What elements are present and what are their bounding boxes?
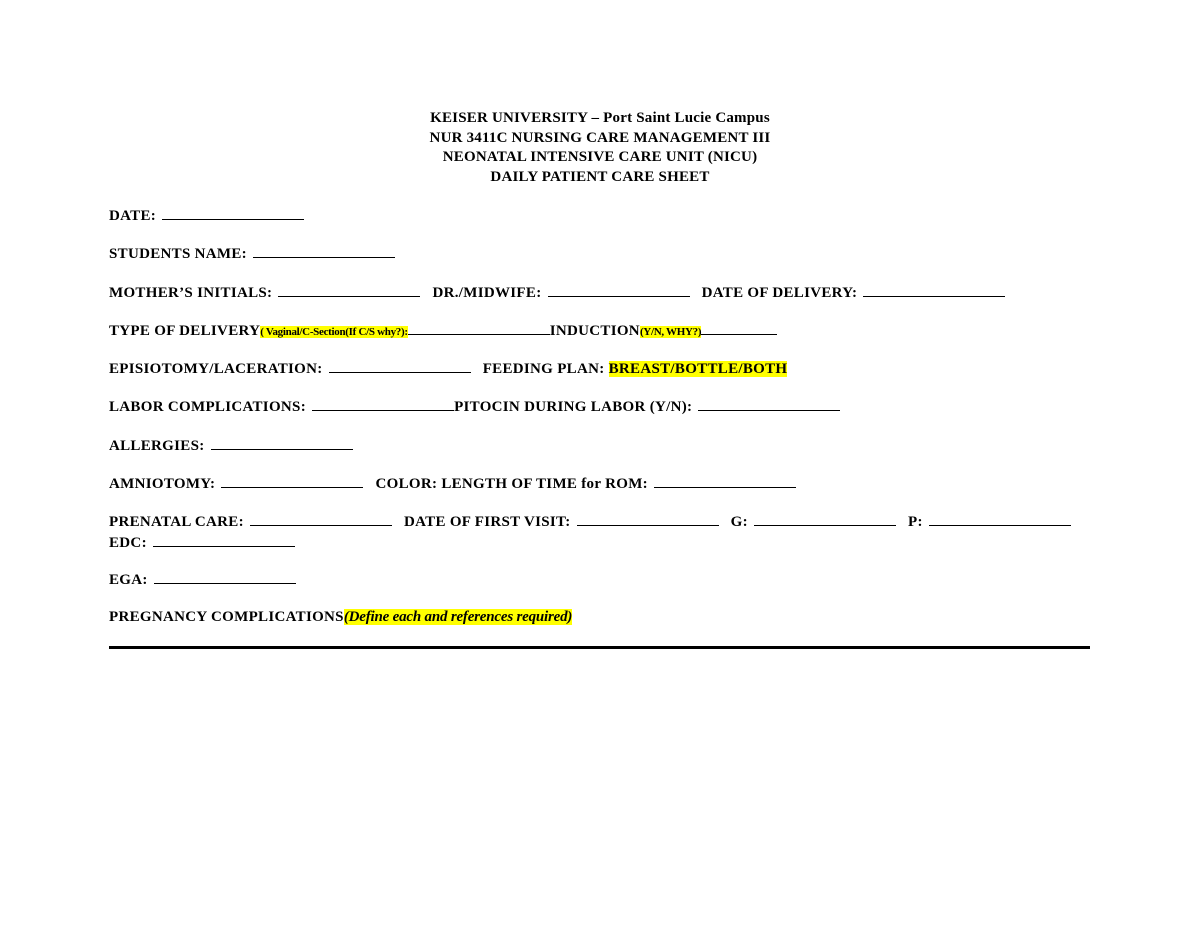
- edc-blank[interactable]: [153, 532, 295, 547]
- row-ega: [109, 569, 1099, 607]
- feeding-plan-label: FEEDING PLAN:: [482, 361, 605, 378]
- pregnancy-complications-label: PREGNANCY COMPLICATIONS: [109, 609, 344, 626]
- date-label: DATE:: [109, 208, 157, 224]
- mothers-initials-label: MOTHER’S INITIALS:: [109, 284, 273, 301]
- header-sheet-title: DAILY PATIENT CARE SHEET: [490, 168, 710, 185]
- p-label: P:: [908, 514, 923, 531]
- color-rom-blank[interactable]: [654, 473, 796, 488]
- row-pregnancy-complications: [109, 607, 1099, 645]
- students-name-label: STUDENTS NAME:: [109, 246, 247, 263]
- care-sheet-form: [109, 205, 1099, 645]
- row-prenatal: [109, 511, 1099, 569]
- ega-label: EGA:: [109, 571, 148, 588]
- edc-label: EDC:: [109, 535, 147, 552]
- color-rom-label: COLOR: LENGTH OF TIME for ROM:: [375, 476, 648, 493]
- ega-blank[interactable]: [154, 569, 296, 584]
- prenatal-care-label: PRENATAL CARE:: [109, 514, 244, 531]
- allergies-label: ALLERGIES:: [109, 437, 205, 454]
- type-of-delivery-label: TYPE OF DELIVERY: [109, 322, 261, 339]
- pitocin-blank[interactable]: [698, 396, 840, 411]
- header-course: NUR 3411C NURSING CARE MANAGEMENT III: [429, 129, 771, 146]
- amniotomy-blank[interactable]: [221, 473, 363, 488]
- induction-label: INDUCTION: [549, 322, 640, 339]
- labor-complications-blank[interactable]: [312, 396, 454, 411]
- date-first-visit-blank[interactable]: [577, 511, 719, 526]
- induction-blank[interactable]: [701, 320, 777, 335]
- dr-midwife-label: DR./MIDWIFE:: [432, 284, 542, 301]
- amniotomy-label: AMNIOTOMY:: [109, 476, 216, 493]
- pregnancy-complications-note: (Define each and references required): [343, 609, 573, 626]
- type-of-delivery-note: ( Vaginal/C-Section(If C/S why?):: [260, 325, 408, 338]
- mothers-initials-blank[interactable]: [278, 282, 420, 297]
- type-of-delivery-blank[interactable]: [408, 320, 550, 335]
- date-of-delivery-label: DATE OF DELIVERY:: [701, 284, 858, 301]
- row-allergies: [109, 435, 1099, 473]
- p-blank[interactable]: [929, 511, 1071, 526]
- students-name-blank[interactable]: [253, 243, 395, 258]
- row-labor: [109, 396, 1099, 434]
- header-university: KEISER UNIVERSITY – Port Saint Lucie Campus: [430, 110, 770, 126]
- episiotomy-blank[interactable]: [329, 358, 471, 373]
- row-episiotomy: [109, 358, 1099, 396]
- prenatal-care-blank[interactable]: [250, 511, 392, 526]
- date-blank[interactable]: [162, 205, 304, 220]
- allergies-blank[interactable]: [211, 435, 353, 450]
- date-of-delivery-blank[interactable]: [863, 282, 1005, 297]
- row-students-name: [109, 243, 1099, 281]
- row-amniotomy: [109, 473, 1099, 511]
- feeding-plan-options: BREAST/BOTTLE/BOTH: [608, 361, 788, 378]
- row-mother-info: [109, 282, 1099, 320]
- row-type-of-delivery: [109, 320, 1099, 358]
- dr-midwife-blank[interactable]: [548, 282, 690, 297]
- row-date: [109, 205, 1099, 243]
- episiotomy-label: EPISIOTOMY/LACERATION:: [109, 361, 323, 378]
- labor-complications-label: LABOR COMPLICATIONS:: [109, 399, 306, 416]
- header-unit: NEONATAL INTENSIVE CARE UNIT (NICU): [442, 149, 758, 165]
- g-label: G:: [730, 514, 748, 531]
- pitocin-label: PITOCIN DURING LABOR (Y/N):: [454, 399, 693, 416]
- g-blank[interactable]: [754, 511, 896, 526]
- document-header: [0, 109, 1200, 187]
- section-divider: [109, 646, 1090, 649]
- date-first-visit-label: DATE OF FIRST VISIT:: [404, 514, 571, 531]
- induction-note: (Y/N, WHY?): [639, 325, 702, 338]
